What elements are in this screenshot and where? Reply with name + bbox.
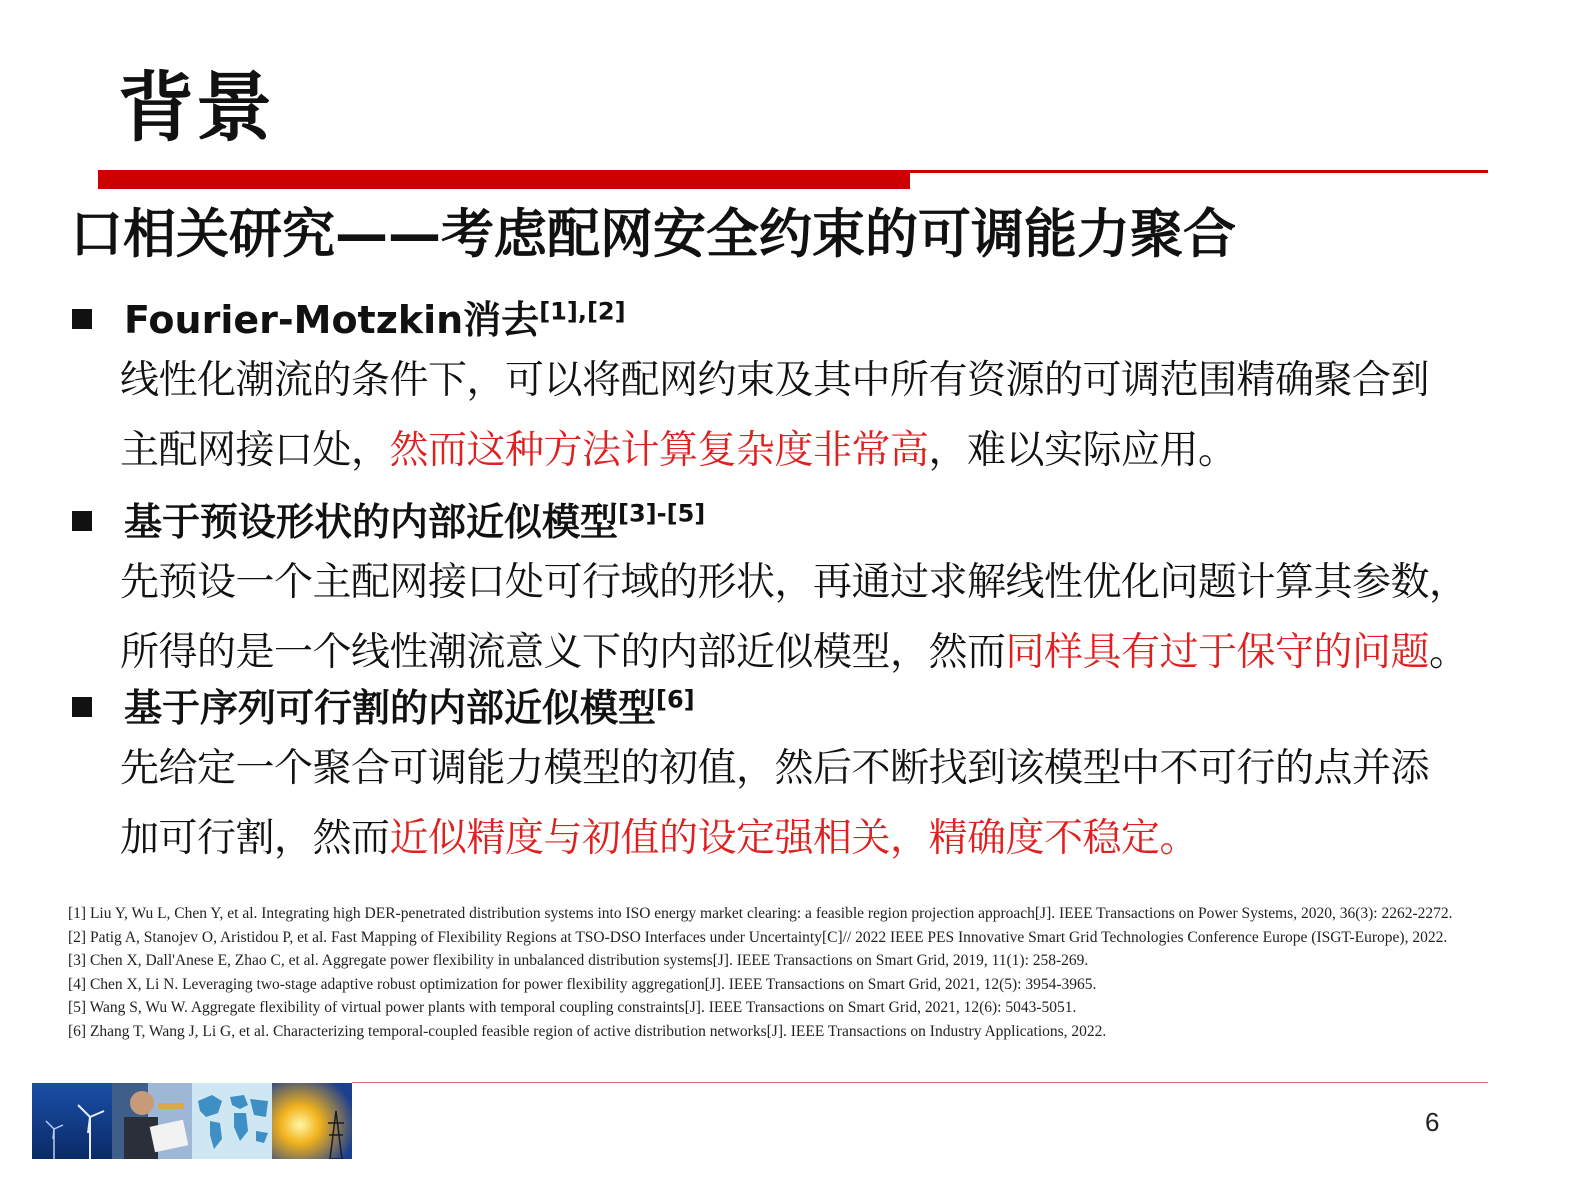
bullet-heading-text: 基于预设形状的内部近似模型 [124, 500, 619, 544]
body-text: 所得的是一个线性潮流意义下的内部近似模型，然而 [120, 630, 1006, 675]
reference-item: [1] Liu Y, Wu L, Chen Y, et al. Integrating high DER-penetrated distribution systems into ISO energy market clearing: a feasible region projection approach[J]. IEEE Transactions on Power Systems, 2020, 36(3): 2262-2272. [68, 905, 1453, 922]
reference-item: [3] Chen X, Dall'Anese E, Zhao C, et al. Aggregate power flexibility in unbalanced distribution systems[J]. IEEE Transactions on Smart Grid, 2019, 11(1): 258-269. [68, 952, 1089, 969]
engineer-with-documents-image [112, 1083, 192, 1159]
wind-turbine-image [32, 1083, 112, 1159]
body-text: 。 [1429, 630, 1468, 675]
reference-item: [2] Patig A, Stanojev O, Aristidou P, et al. Fast Mapping of Flexibility Regions at TSO-DSO Interfaces under Uncertainty[C]// 2022 IEEE PES Innovative Smart Grid Technologies Conference Europe (ISGT-Europe), 2022. [68, 928, 1448, 946]
title-rule-thick [98, 170, 910, 189]
bullet-3-line-2 [120, 818, 1198, 861]
bullet-3-line-1 [120, 748, 1429, 791]
bullet-heading-2 [72, 499, 706, 544]
bullet-citation: [3]-[5] [618, 499, 706, 528]
bullet-heading-text: Fourier-Motzkin消去 [124, 298, 540, 342]
section-heading: 口相关研究——考虑配网安全约束的可调能力聚合 [70, 204, 1236, 265]
bullet-heading-text: 基于序列可行割的内部近似模型 [124, 686, 657, 730]
body-text: 主配网接口处， [120, 428, 390, 473]
body-text: 线性化潮流的条件下，可以将配网约束及其中所有资源的可调范围精确聚合到 [120, 358, 1430, 403]
sunset-power-tower-image [272, 1083, 352, 1159]
highlight-text: 近似精度与初值的设定强相关，精确度不稳定。 [389, 816, 1199, 861]
bullet-heading-3 [72, 685, 695, 730]
world-map-image [192, 1083, 272, 1159]
body-text: 加可行割，然而 [120, 816, 390, 861]
bullet-square-icon [72, 309, 92, 329]
body-text: ，难以实际应用。 [928, 428, 1237, 473]
slide-title: 背景 [118, 63, 274, 152]
body-text: 先给定一个聚合可调能力模型的初值，然后不断找到该模型中不可行的点并添 [120, 746, 1430, 791]
bullet-2-line-1 [120, 562, 1468, 605]
bullet-2-line-2 [120, 632, 1468, 675]
bullet-square-icon [72, 697, 92, 717]
body-text: 先预设一个主配网接口处可行域的形状，再通过求解线性优化问题计算其参数， [120, 560, 1468, 605]
reference-item: [4] Chen X, Li N. Leveraging two-stage adaptive robust optimization for power flexibility aggregation[J]. IEEE Transactions on Smart Grid, 2021, 12(5): 3954-3965. [68, 975, 1097, 993]
reference-item: [5] Wang S, Wu W. Aggregate flexibility of virtual power plants with temporal coupling constraints[J]. IEEE Transactions on Smart Grid, 2021, 12(6): 5043-5051. [68, 999, 1077, 1016]
bullet-citation: [1],[2] [539, 297, 626, 326]
footer-thumbnail-strip [32, 1083, 352, 1159]
bullet-1-line-1 [120, 360, 1429, 403]
highlight-text: 同样具有过于保守的问题 [1005, 630, 1430, 675]
bullet-heading-1 [72, 297, 626, 342]
references [68, 902, 1488, 1043]
bullet-citation: [6] [656, 685, 695, 714]
bullet-square-icon [72, 511, 92, 531]
bullet-1-line-2 [120, 430, 1237, 473]
highlight-text: 然而这种方法计算复杂度非常高 [389, 428, 929, 473]
footer-divider [352, 1082, 1488, 1083]
page-number: 6 [1425, 1107, 1440, 1137]
title-rule-thin [910, 170, 1488, 173]
reference-item: [6] Zhang T, Wang J, Li G, et al. Characterizing temporal-coupled feasible region of active distribution networks[J]. IEEE Transactions on Industry Applications, 2022. [68, 1022, 1107, 1040]
